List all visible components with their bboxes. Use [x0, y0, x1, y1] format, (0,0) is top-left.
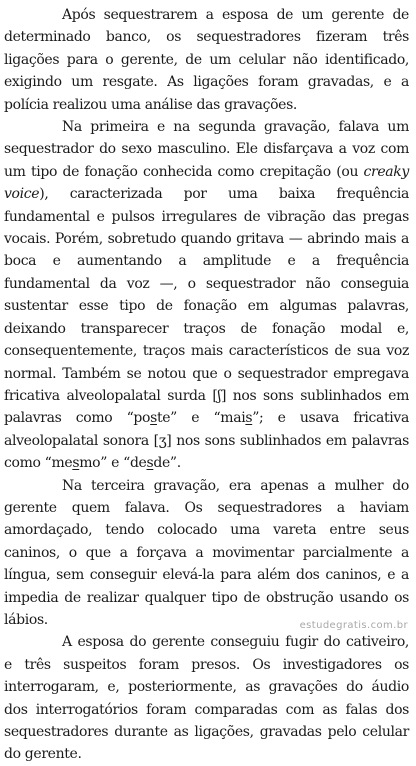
paragraph-1-text: Após sequestrarem a esposa de um gerente de determinado banco, os sequestradores fizeram três ligações para o gerente, de um celular não identificado, exigindo um resgate. As ligações foram gravadas, e a polícia realizou uma análise das gravações. — [4, 7, 409, 113]
paragraph-2-text-c: te” e “mai — [156, 410, 246, 427]
paragraph-4 — [4, 631, 409, 765]
paragraph-2-text-a: Na primeira e na segunda gravação, falava um sequestrador do sexo masculino. Ele disfarçava a voz com um tipo de fonação conhecida como crepitação (ou — [4, 119, 409, 180]
paragraph-2-text-e: mo” e “de — [79, 455, 147, 472]
paragraph-2-text-b: ), caracterizada por uma baixa frequência fundamental e pulsos irregulares de vibração das pregas vocais. Porém, sobretudo quando gritava — abrindo mais a boca e aumentando a amplitude e a frequência fundamental da voz —, o sequestrador não conseguia sustentar esse tipo de fonação em algumas palavras, deixando transparecer traços de fonação modal e, consequentemente, traços mais característicos de sua voz normal. Também se notou que o sequestrador empregava fricativa alveolopalatal surda [ʃ] nos sons sublinhados em palavras como “po — [4, 186, 409, 427]
site-watermark: estudegratis.com.br — [299, 620, 408, 631]
underlined-sound-poste: s — [150, 410, 157, 427]
underlined-sound-desde: s — [146, 455, 154, 472]
underlined-sound-mesmo: s — [72, 455, 80, 472]
underlined-sound-mais: s — [245, 410, 253, 427]
paragraph-1 — [4, 4, 409, 116]
paragraph-2-text-d: ”; e usava fricativa alveolopalatal sonora [ʒ] nos sons sublinhados em palavras como “me — [4, 410, 409, 472]
paragraph-3 — [4, 475, 409, 632]
paragraph-3-text: Na terceira gravação, era apenas a mulher do gerente quem falava. Os sequestradores a haviam amordaçado, tendo colocado uma vareta entre seus caninos, o que a forçava a movimentar parcialmente a língua, sem conseguir elevá-la para além dos caninos, e a impedia de realizar qualquer tipo de obstrução usando os lábios. — [4, 477, 409, 628]
creaky-voice-term: creaky voice — [4, 163, 409, 203]
paragraph-2 — [4, 116, 409, 475]
text-document — [4, 4, 409, 766]
paragraph-4-text: A esposa do gerente conseguiu fugir do cativeiro, e três suspeitos foram presos. Os investigadores os interrogaram, e, posteriormente, as gravações do áudio dos interrogatórios foram comparadas com as falas dos sequestradores durante as ligações, gravadas pelo celular do gerente. — [4, 634, 409, 763]
paragraph-2-text-f: de”. — [153, 455, 181, 472]
